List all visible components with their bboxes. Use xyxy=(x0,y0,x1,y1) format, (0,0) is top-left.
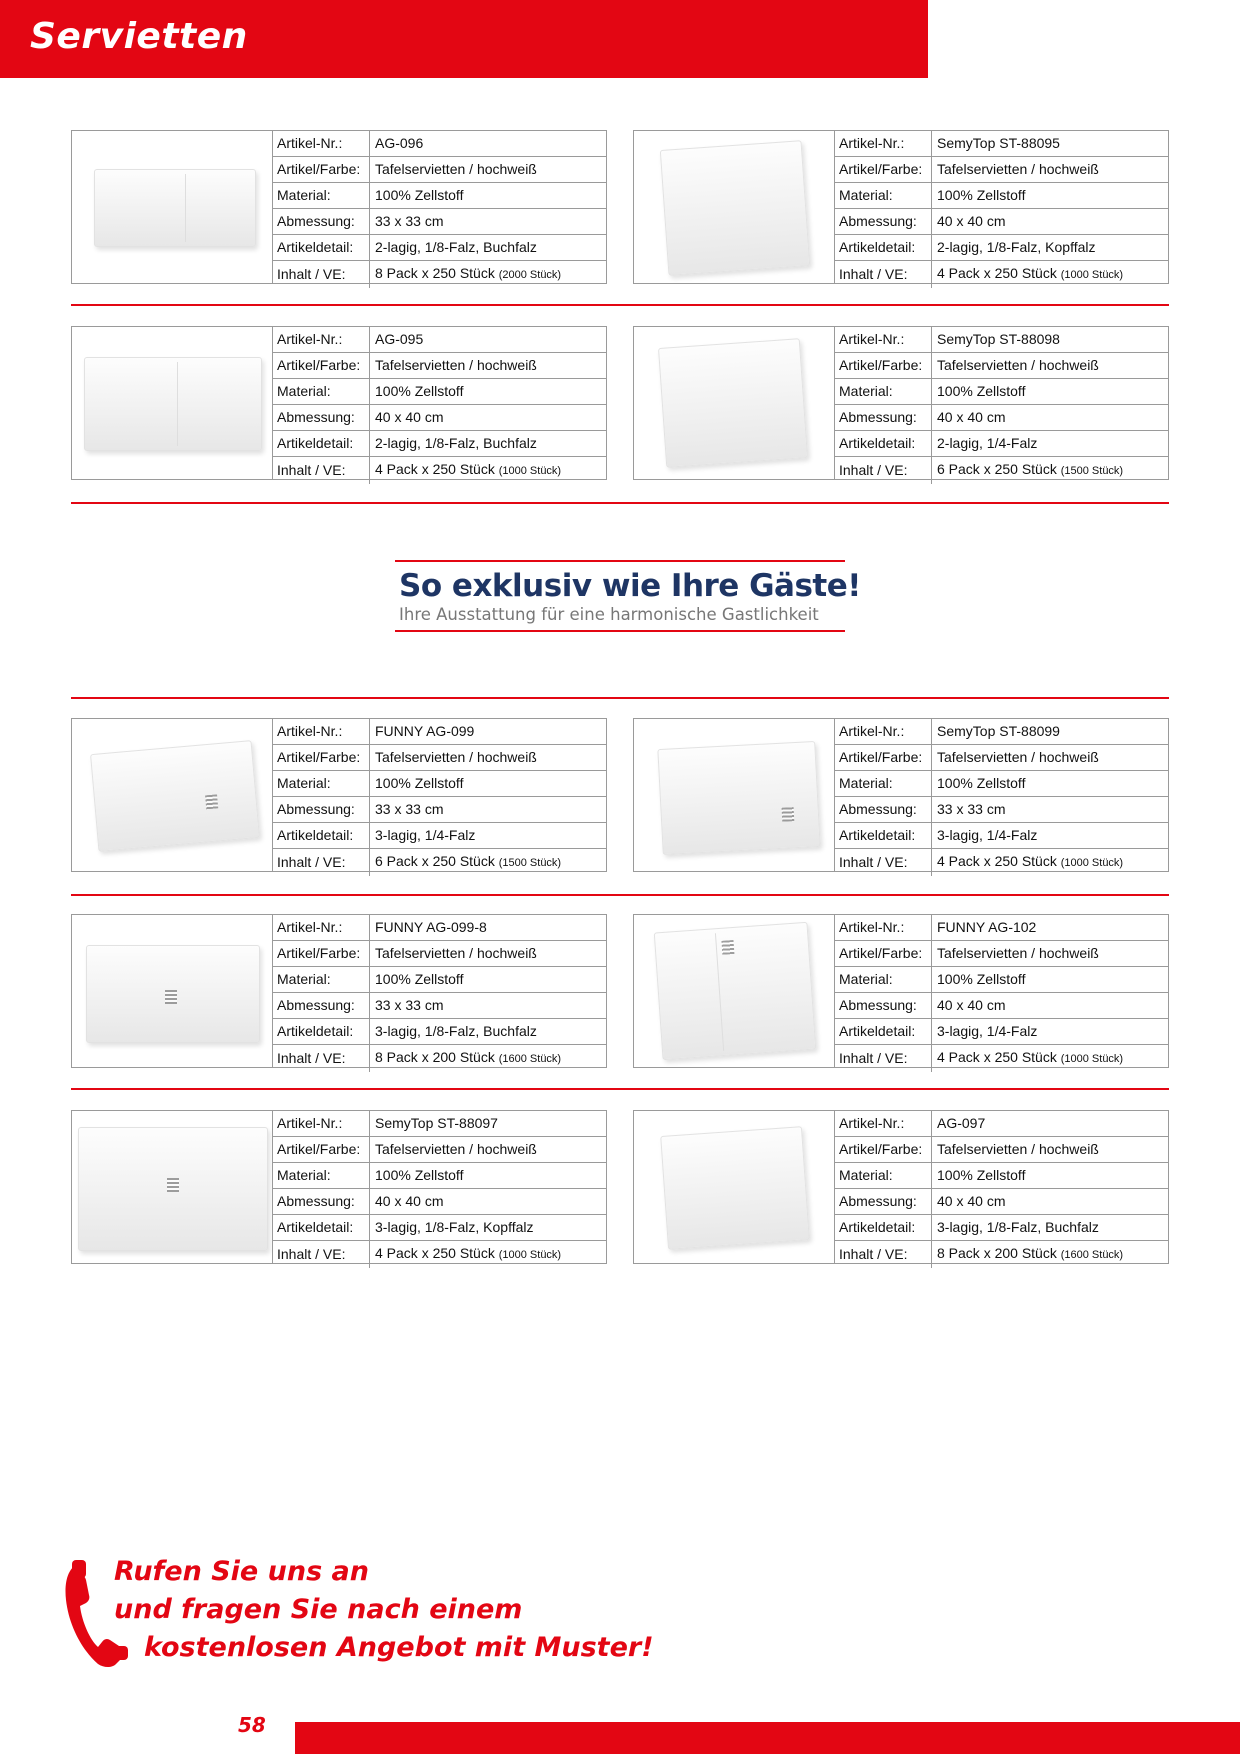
spec-value: 40 x 40 cm xyxy=(932,993,1169,1019)
spec-row-material xyxy=(272,771,606,797)
spec-label: Material: xyxy=(272,183,370,209)
spec-row-detail xyxy=(272,1215,606,1241)
slogan-banner xyxy=(395,560,861,632)
page-number: 58 xyxy=(238,1713,266,1737)
spec-row-farbe xyxy=(834,353,1168,379)
spec-label: Material: xyxy=(834,967,932,993)
spec-label: Artikel/Farbe: xyxy=(272,745,370,771)
spec-label: Material: xyxy=(272,379,370,405)
product-image xyxy=(72,327,273,479)
spec-label: Inhalt / VE: xyxy=(834,457,932,485)
spec-value: 100% Zellstoff xyxy=(932,1163,1169,1189)
spec-row-artikel-nr xyxy=(834,1111,1168,1137)
spec-label: Abmessung: xyxy=(272,405,370,431)
slogan-top-line xyxy=(395,560,845,562)
spec-label: Artikeldetail: xyxy=(272,235,370,261)
pack-count: 4 Pack x 250 Stück xyxy=(375,461,495,477)
product-card xyxy=(71,1110,607,1264)
total-count: (1600 Stück) xyxy=(498,1053,562,1065)
spec-value: 100% Zellstoff xyxy=(932,967,1169,993)
spec-label: Inhalt / VE: xyxy=(272,849,370,877)
total-count: (1500 Stück) xyxy=(498,857,562,869)
spec-label: Artikel-Nr.: xyxy=(272,327,370,353)
spec-value: 100% Zellstoff xyxy=(370,967,607,993)
spec-row-detail xyxy=(834,235,1168,261)
spec-label: Artikeldetail: xyxy=(834,823,932,849)
spec-value: 33 x 33 cm xyxy=(370,993,607,1019)
spec-label: Artikel/Farbe: xyxy=(834,157,932,183)
spec-row-farbe xyxy=(272,157,606,183)
spec-row-inhalt xyxy=(834,261,1168,289)
product-card xyxy=(71,130,607,284)
spec-value: Tafelservietten / hochweiß xyxy=(932,157,1169,183)
napkin-pack-image xyxy=(654,922,817,1060)
spec-label: Inhalt / VE: xyxy=(834,261,932,289)
pack-count: 6 Pack x 250 Stück xyxy=(937,461,1057,477)
spec-row-abmessung xyxy=(272,405,606,431)
spec-table xyxy=(272,719,606,876)
spec-value: 33 x 33 cm xyxy=(370,797,607,823)
spec-table xyxy=(272,1111,606,1268)
spec-table xyxy=(834,1111,1168,1268)
spec-row-abmessung xyxy=(834,993,1168,1019)
spec-row-inhalt xyxy=(834,849,1168,877)
spec-value: Tafelservietten / hochweiß xyxy=(932,1137,1169,1163)
spec-label: Artikel/Farbe: xyxy=(834,1137,932,1163)
row-divider xyxy=(71,894,1169,896)
spec-row-material xyxy=(272,379,606,405)
product-card xyxy=(71,718,607,872)
spec-value xyxy=(370,1045,607,1073)
spec-value: 40 x 40 cm xyxy=(932,209,1169,235)
napkin-pack-image xyxy=(90,740,260,852)
product-card xyxy=(633,1110,1169,1264)
spec-label: Inhalt / VE: xyxy=(834,1045,932,1073)
spec-row-farbe xyxy=(272,941,606,967)
spec-label: Artikel/Farbe: xyxy=(272,941,370,967)
spec-row-inhalt xyxy=(272,1045,606,1073)
spec-row-material xyxy=(272,1163,606,1189)
napkin-pack-image xyxy=(657,741,820,855)
slogan-subtitle: Ihre Ausstattung für eine harmonische Gastlichkeit xyxy=(399,605,819,624)
spec-label: Material: xyxy=(834,379,932,405)
total-count: (1000 Stück) xyxy=(498,465,562,477)
spec-row-abmessung xyxy=(834,209,1168,235)
spec-label: Artikel/Farbe: xyxy=(834,353,932,379)
barcode-label xyxy=(167,1178,179,1192)
spec-value: SemyTop ST-88098 xyxy=(932,327,1169,353)
barcode-label xyxy=(721,940,734,955)
spec-row-detail xyxy=(834,431,1168,457)
spec-value: 40 x 40 cm xyxy=(370,1189,607,1215)
spec-row-material xyxy=(272,183,606,209)
napkin-pack-image xyxy=(78,1127,268,1251)
product-image xyxy=(72,719,273,871)
product-image xyxy=(634,327,835,479)
spec-label: Inhalt / VE: xyxy=(272,1045,370,1073)
pack-count: 8 Pack x 250 Stück xyxy=(375,265,495,281)
spec-value: Tafelservietten / hochweiß xyxy=(370,157,607,183)
total-count: (1000 Stück) xyxy=(1060,1053,1124,1065)
spec-label: Artikel-Nr.: xyxy=(834,131,932,157)
spec-value xyxy=(932,457,1169,485)
spec-row-abmessung xyxy=(272,993,606,1019)
spec-row-abmessung xyxy=(272,209,606,235)
spec-value: FUNNY AG-102 xyxy=(932,915,1169,941)
spec-table xyxy=(834,327,1168,484)
spec-row-farbe xyxy=(272,353,606,379)
spec-value: Tafelservietten / hochweiß xyxy=(370,745,607,771)
pack-count: 4 Pack x 250 Stück xyxy=(375,1245,495,1261)
total-count: (1000 Stück) xyxy=(498,1249,562,1261)
product-image xyxy=(72,131,273,283)
spec-table xyxy=(834,719,1168,876)
spec-value xyxy=(932,1045,1169,1073)
product-card xyxy=(71,326,607,480)
spec-row-farbe xyxy=(834,157,1168,183)
product-image xyxy=(634,915,835,1067)
spec-label: Abmessung: xyxy=(834,209,932,235)
napkin-pack-image xyxy=(84,357,262,451)
napkin-pack-image xyxy=(658,338,808,468)
spec-value: Tafelservietten / hochweiß xyxy=(370,1137,607,1163)
spec-label: Abmessung: xyxy=(272,797,370,823)
spec-label: Inhalt / VE: xyxy=(272,1241,370,1269)
slogan-bottom-line xyxy=(395,630,845,632)
spec-row-farbe xyxy=(834,941,1168,967)
spec-label: Material: xyxy=(272,1163,370,1189)
cta-line-1: Rufen Sie uns an xyxy=(114,1556,369,1587)
spec-label: Artikel/Farbe: xyxy=(272,1137,370,1163)
spec-value: 2-lagig, 1/8-Falz, Buchfalz xyxy=(370,431,607,457)
spec-value: 3-lagig, 1/8-Falz, Buchfalz xyxy=(932,1215,1169,1241)
barcode-label xyxy=(165,990,177,1004)
spec-row-artikel-nr xyxy=(272,915,606,941)
spec-value xyxy=(370,1241,607,1269)
spec-label: Artikeldetail: xyxy=(834,431,932,457)
spec-value xyxy=(932,1241,1169,1269)
spec-row-artikel-nr xyxy=(272,719,606,745)
spec-label: Artikel-Nr.: xyxy=(834,327,932,353)
slogan-title: So exklusiv wie Ihre Gäste! xyxy=(399,568,861,604)
spec-value: 40 x 40 cm xyxy=(932,1189,1169,1215)
spec-value: 100% Zellstoff xyxy=(370,771,607,797)
product-card xyxy=(633,326,1169,480)
spec-label: Abmessung: xyxy=(834,405,932,431)
spec-row-inhalt xyxy=(834,1241,1168,1269)
spec-row-artikel-nr xyxy=(834,915,1168,941)
spec-value: Tafelservietten / hochweiß xyxy=(370,941,607,967)
row-divider xyxy=(71,502,1169,504)
spec-value: 100% Zellstoff xyxy=(932,771,1169,797)
product-card xyxy=(633,914,1169,1068)
spec-row-detail xyxy=(272,823,606,849)
pack-count: 4 Pack x 250 Stück xyxy=(937,853,1057,869)
spec-label: Artikeldetail: xyxy=(272,1215,370,1241)
product-card xyxy=(633,130,1169,284)
cta-line-2: und fragen Sie nach einem xyxy=(114,1594,523,1625)
spec-table xyxy=(272,327,606,484)
spec-label: Artikel/Farbe: xyxy=(834,745,932,771)
spec-value: 3-lagig, 1/4-Falz xyxy=(932,823,1169,849)
spec-label: Artikeldetail: xyxy=(834,235,932,261)
napkin-pack-image xyxy=(86,945,260,1043)
spec-value: 100% Zellstoff xyxy=(370,183,607,209)
total-count: (1000 Stück) xyxy=(1060,269,1124,281)
spec-value: 40 x 40 cm xyxy=(932,405,1169,431)
spec-value: AG-095 xyxy=(370,327,607,353)
spec-label: Inhalt / VE: xyxy=(834,849,932,877)
spec-row-material xyxy=(834,771,1168,797)
spec-value: FUNNY AG-099-8 xyxy=(370,915,607,941)
row-divider xyxy=(71,304,1169,306)
spec-label: Artikeldetail: xyxy=(272,1019,370,1045)
spec-row-detail xyxy=(272,1019,606,1045)
spec-label: Material: xyxy=(272,771,370,797)
spec-label: Abmessung: xyxy=(834,993,932,1019)
spec-table xyxy=(834,915,1168,1072)
spec-row-farbe xyxy=(272,1137,606,1163)
spec-label: Material: xyxy=(272,967,370,993)
fold-line xyxy=(177,362,178,446)
spec-row-material xyxy=(834,379,1168,405)
spec-value: AG-096 xyxy=(370,131,607,157)
spec-label: Inhalt / VE: xyxy=(272,457,370,485)
footer-bar xyxy=(295,1722,1240,1754)
total-count: (2000 Stück) xyxy=(498,269,562,281)
spec-value: 100% Zellstoff xyxy=(370,379,607,405)
spec-label: Artikel-Nr.: xyxy=(272,131,370,157)
spec-value: 33 x 33 cm xyxy=(932,797,1169,823)
spec-row-artikel-nr xyxy=(834,719,1168,745)
spec-row-abmessung xyxy=(834,1189,1168,1215)
spec-row-detail xyxy=(272,431,606,457)
spec-value: 2-lagig, 1/8-Falz, Kopffalz xyxy=(932,235,1169,261)
spec-value: 3-lagig, 1/4-Falz xyxy=(370,823,607,849)
spec-label: Artikel-Nr.: xyxy=(834,915,932,941)
spec-row-material xyxy=(834,1163,1168,1189)
spec-label: Artikel-Nr.: xyxy=(272,719,370,745)
spec-label: Inhalt / VE: xyxy=(834,1241,932,1269)
spec-value: SemyTop ST-88095 xyxy=(932,131,1169,157)
spec-table xyxy=(834,131,1168,288)
spec-label: Abmessung: xyxy=(272,1189,370,1215)
spec-value: FUNNY AG-099 xyxy=(370,719,607,745)
spec-row-detail xyxy=(834,823,1168,849)
spec-label: Artikel/Farbe: xyxy=(272,353,370,379)
spec-row-inhalt xyxy=(834,457,1168,485)
spec-label: Abmessung: xyxy=(272,993,370,1019)
spec-value: AG-097 xyxy=(932,1111,1169,1137)
spec-value xyxy=(932,261,1169,289)
spec-label: Artikeldetail: xyxy=(834,1019,932,1045)
product-card xyxy=(71,914,607,1068)
pack-count: 4 Pack x 250 Stück xyxy=(937,265,1057,281)
spec-row-artikel-nr xyxy=(272,131,606,157)
product-image xyxy=(634,719,835,871)
barcode-label xyxy=(782,807,795,822)
spec-label: Artikel-Nr.: xyxy=(834,719,932,745)
spec-value: SemyTop ST-88097 xyxy=(370,1111,607,1137)
product-card xyxy=(633,718,1169,872)
spec-value: 100% Zellstoff xyxy=(932,379,1169,405)
spec-row-artikel-nr xyxy=(834,131,1168,157)
total-count: (1500 Stück) xyxy=(1060,465,1124,477)
spec-row-farbe xyxy=(272,745,606,771)
spec-row-inhalt xyxy=(272,1241,606,1269)
fold-line xyxy=(185,174,186,242)
spec-table xyxy=(272,915,606,1072)
total-count: (1600 Stück) xyxy=(1060,1249,1124,1261)
product-image xyxy=(634,1111,835,1263)
spec-row-abmessung xyxy=(272,1189,606,1215)
spec-value: 3-lagig, 1/8-Falz, Kopffalz xyxy=(370,1215,607,1241)
cta-line-3: kostenlosen Angebot mit Muster! xyxy=(144,1632,654,1663)
spec-value: 33 x 33 cm xyxy=(370,209,607,235)
product-image xyxy=(72,1111,273,1263)
page-title: Servietten xyxy=(30,16,248,57)
spec-row-inhalt xyxy=(272,261,606,289)
spec-row-inhalt xyxy=(272,849,606,877)
spec-row-material xyxy=(834,183,1168,209)
spec-row-abmessung xyxy=(834,797,1168,823)
spec-row-inhalt xyxy=(272,457,606,485)
spec-row-artikel-nr xyxy=(272,327,606,353)
spec-label: Artikel-Nr.: xyxy=(272,915,370,941)
spec-value: Tafelservietten / hochweiß xyxy=(932,353,1169,379)
spec-label: Material: xyxy=(834,1163,932,1189)
spec-value: Tafelservietten / hochweiß xyxy=(932,941,1169,967)
pack-count: 6 Pack x 250 Stück xyxy=(375,853,495,869)
spec-row-detail xyxy=(834,1215,1168,1241)
spec-row-farbe xyxy=(834,745,1168,771)
spec-label: Artikel-Nr.: xyxy=(834,1111,932,1137)
spec-label: Abmessung: xyxy=(272,209,370,235)
napkin-pack-image xyxy=(660,1126,810,1250)
header-bar xyxy=(0,0,928,78)
spec-row-detail xyxy=(272,235,606,261)
spec-label: Artikel/Farbe: xyxy=(272,157,370,183)
spec-label: Artikeldetail: xyxy=(272,823,370,849)
spec-row-artikel-nr xyxy=(834,327,1168,353)
spec-row-farbe xyxy=(834,1137,1168,1163)
spec-row-detail xyxy=(834,1019,1168,1045)
spec-row-abmessung xyxy=(272,797,606,823)
spec-value: 2-lagig, 1/4-Falz xyxy=(932,431,1169,457)
spec-value: 40 x 40 cm xyxy=(370,405,607,431)
spec-label: Artikel/Farbe: xyxy=(834,941,932,967)
spec-label: Artikeldetail: xyxy=(272,431,370,457)
spec-value xyxy=(370,457,607,485)
product-image xyxy=(634,131,835,283)
spec-label: Material: xyxy=(834,771,932,797)
napkin-pack-image xyxy=(660,140,810,276)
spec-table xyxy=(272,131,606,288)
spec-label: Abmessung: xyxy=(834,1189,932,1215)
pack-count: 8 Pack x 200 Stück xyxy=(937,1245,1057,1261)
spec-row-abmessung xyxy=(834,405,1168,431)
row-divider xyxy=(71,1088,1169,1090)
total-count: (1000 Stück) xyxy=(1060,857,1124,869)
pack-count: 8 Pack x 200 Stück xyxy=(375,1049,495,1065)
product-image xyxy=(72,915,273,1067)
spec-value: 100% Zellstoff xyxy=(932,183,1169,209)
napkin-pack-image xyxy=(94,169,256,247)
spec-label: Abmessung: xyxy=(834,797,932,823)
spec-label: Artikel-Nr.: xyxy=(272,1111,370,1137)
barcode-label xyxy=(205,794,218,809)
spec-value xyxy=(370,261,607,289)
spec-value xyxy=(370,849,607,877)
spec-row-material xyxy=(272,967,606,993)
spec-value: 100% Zellstoff xyxy=(370,1163,607,1189)
pack-count: 4 Pack x 250 Stück xyxy=(937,1049,1057,1065)
spec-value xyxy=(932,849,1169,877)
spec-row-artikel-nr xyxy=(272,1111,606,1137)
spec-label: Material: xyxy=(834,183,932,209)
spec-value: Tafelservietten / hochweiß xyxy=(932,745,1169,771)
spec-row-inhalt xyxy=(834,1045,1168,1073)
spec-label: Inhalt / VE: xyxy=(272,261,370,289)
spec-label: Artikeldetail: xyxy=(834,1215,932,1241)
row-divider xyxy=(71,697,1169,699)
spec-value: SemyTop ST-88099 xyxy=(932,719,1169,745)
spec-value: Tafelservietten / hochweiß xyxy=(370,353,607,379)
spec-value: 2-lagig, 1/8-Falz, Buchfalz xyxy=(370,235,607,261)
spec-row-material xyxy=(834,967,1168,993)
spec-value: 3-lagig, 1/8-Falz, Buchfalz xyxy=(370,1019,607,1045)
spec-value: 3-lagig, 1/4-Falz xyxy=(932,1019,1169,1045)
